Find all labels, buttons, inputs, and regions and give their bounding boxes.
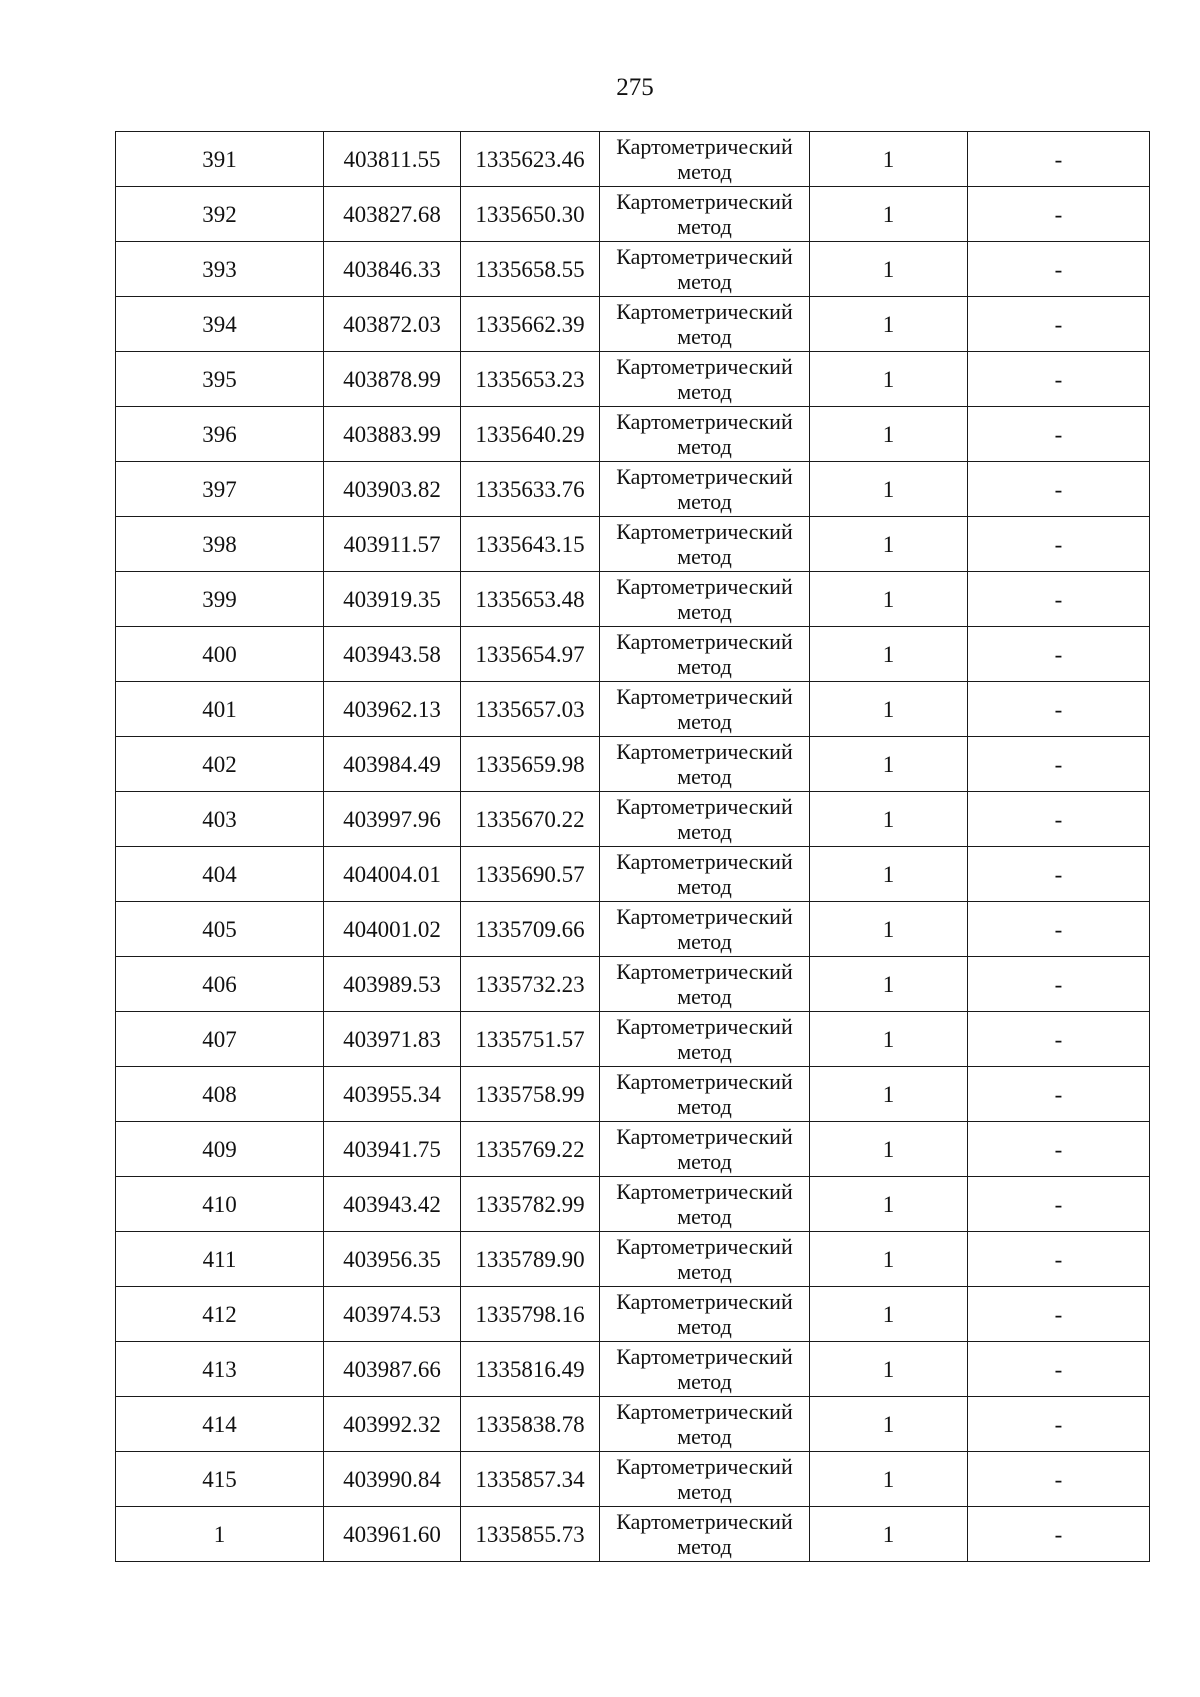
point-number-cell: 408 (116, 1067, 324, 1122)
accuracy-cell: 1 (810, 1177, 968, 1232)
accuracy-cell: 1 (810, 462, 968, 517)
x-coordinate-cell: 403941.75 (324, 1122, 461, 1177)
accuracy-cell: 1 (810, 902, 968, 957)
method-text: метод (677, 1259, 732, 1284)
point-number-cell: 392 (116, 187, 324, 242)
point-number-cell: 396 (116, 407, 324, 462)
method-cell (600, 957, 810, 1012)
method-text: метод (677, 1534, 732, 1559)
note-cell: - (968, 572, 1150, 627)
y-coordinate-cell: 1335798.16 (461, 1287, 600, 1342)
accuracy-cell: 1 (810, 297, 968, 352)
method-text: метод (677, 1479, 732, 1504)
table-row (116, 352, 1150, 407)
x-coordinate-cell: 403997.96 (324, 792, 461, 847)
point-number-cell: 400 (116, 627, 324, 682)
method-cell (600, 792, 810, 847)
x-coordinate-cell: 403984.49 (324, 737, 461, 792)
method-text: метод (677, 764, 732, 789)
note-cell: - (968, 1067, 1150, 1122)
x-coordinate-cell: 403943.58 (324, 627, 461, 682)
method-text: метод (677, 159, 732, 184)
method-text: метод (677, 1149, 732, 1174)
method-text: Картометрический (616, 409, 793, 434)
accuracy-cell: 1 (810, 1287, 968, 1342)
note-cell: - (968, 517, 1150, 572)
y-coordinate-cell: 1335633.76 (461, 462, 600, 517)
accuracy-cell: 1 (810, 627, 968, 682)
accuracy-cell: 1 (810, 187, 968, 242)
x-coordinate-cell: 404004.01 (324, 847, 461, 902)
method-text: Картометрический (616, 904, 793, 929)
method-text: метод (677, 654, 732, 679)
method-text: Картометрический (616, 244, 793, 269)
table-row (116, 1012, 1150, 1067)
table-row (116, 902, 1150, 957)
accuracy-cell: 1 (810, 242, 968, 297)
table-row (116, 187, 1150, 242)
note-cell: - (968, 1232, 1150, 1287)
y-coordinate-cell: 1335782.99 (461, 1177, 600, 1232)
note-cell: - (968, 957, 1150, 1012)
x-coordinate-cell: 403872.03 (324, 297, 461, 352)
note-cell: - (968, 187, 1150, 242)
accuracy-cell: 1 (810, 132, 968, 187)
method-cell (600, 1067, 810, 1122)
note-cell: - (968, 1452, 1150, 1507)
y-coordinate-cell: 1335643.15 (461, 517, 600, 572)
point-number-cell: 399 (116, 572, 324, 627)
note-cell: - (968, 902, 1150, 957)
x-coordinate-cell: 403962.13 (324, 682, 461, 737)
method-cell (600, 462, 810, 517)
table-row (116, 1342, 1150, 1397)
y-coordinate-cell: 1335769.22 (461, 1122, 600, 1177)
method-text: метод (677, 379, 732, 404)
point-number-cell: 395 (116, 352, 324, 407)
table-row (116, 242, 1150, 297)
method-cell (600, 902, 810, 957)
method-cell (600, 297, 810, 352)
method-cell (600, 737, 810, 792)
method-cell (600, 627, 810, 682)
table-row (116, 1122, 1150, 1177)
table-row (116, 847, 1150, 902)
x-coordinate-cell: 403911.57 (324, 517, 461, 572)
y-coordinate-cell: 1335751.57 (461, 1012, 600, 1067)
method-text: Картометрический (616, 794, 793, 819)
method-text: Картометрический (616, 684, 793, 709)
x-coordinate-cell: 403974.53 (324, 1287, 461, 1342)
point-number-cell: 410 (116, 1177, 324, 1232)
x-coordinate-cell: 403971.83 (324, 1012, 461, 1067)
coordinates-table-body (116, 132, 1150, 1562)
x-coordinate-cell: 403992.32 (324, 1397, 461, 1452)
note-cell: - (968, 1397, 1150, 1452)
method-text: Картометрический (616, 1124, 793, 1149)
note-cell: - (968, 737, 1150, 792)
table-row (116, 1397, 1150, 1452)
table-row (116, 1177, 1150, 1232)
note-cell: - (968, 1287, 1150, 1342)
method-text: метод (677, 1314, 732, 1339)
accuracy-cell: 1 (810, 572, 968, 627)
method-text: метод (677, 269, 732, 294)
accuracy-cell: 1 (810, 792, 968, 847)
accuracy-cell: 1 (810, 1342, 968, 1397)
table-row (116, 792, 1150, 847)
method-text: Картометрический (616, 1234, 793, 1259)
method-text: метод (677, 544, 732, 569)
method-text: метод (677, 874, 732, 899)
y-coordinate-cell: 1335659.98 (461, 737, 600, 792)
y-coordinate-cell: 1335623.46 (461, 132, 600, 187)
point-number-cell: 404 (116, 847, 324, 902)
x-coordinate-cell: 403956.35 (324, 1232, 461, 1287)
table-row (116, 737, 1150, 792)
accuracy-cell: 1 (810, 1397, 968, 1452)
method-text: Картометрический (616, 1289, 793, 1314)
point-number-cell: 415 (116, 1452, 324, 1507)
accuracy-cell: 1 (810, 682, 968, 737)
y-coordinate-cell: 1335855.73 (461, 1507, 600, 1562)
point-number-cell: 403 (116, 792, 324, 847)
method-text: Картометрический (616, 1014, 793, 1039)
method-text: метод (677, 1039, 732, 1064)
point-number-cell: 397 (116, 462, 324, 517)
point-number-cell: 406 (116, 957, 324, 1012)
method-cell (600, 1452, 810, 1507)
x-coordinate-cell: 404001.02 (324, 902, 461, 957)
table-row (116, 132, 1150, 187)
table-row (116, 682, 1150, 737)
point-number-cell: 414 (116, 1397, 324, 1452)
method-cell (600, 132, 810, 187)
note-cell: - (968, 407, 1150, 462)
accuracy-cell: 1 (810, 737, 968, 792)
point-number-cell: 391 (116, 132, 324, 187)
method-text: метод (677, 819, 732, 844)
y-coordinate-cell: 1335758.99 (461, 1067, 600, 1122)
note-cell: - (968, 682, 1150, 737)
x-coordinate-cell: 403903.82 (324, 462, 461, 517)
y-coordinate-cell: 1335857.34 (461, 1452, 600, 1507)
method-text: Картометрический (616, 189, 793, 214)
accuracy-cell: 1 (810, 517, 968, 572)
method-cell (600, 682, 810, 737)
note-cell: - (968, 1507, 1150, 1562)
method-text: метод (677, 214, 732, 239)
accuracy-cell: 1 (810, 352, 968, 407)
table-row (116, 462, 1150, 517)
x-coordinate-cell: 403961.60 (324, 1507, 461, 1562)
method-text: Картометрический (616, 299, 793, 324)
x-coordinate-cell: 403943.42 (324, 1177, 461, 1232)
accuracy-cell: 1 (810, 1122, 968, 1177)
method-text: Картометрический (616, 629, 793, 654)
method-text: Картометрический (616, 1399, 793, 1424)
method-cell (600, 517, 810, 572)
method-text: метод (677, 984, 732, 1009)
table-row (116, 572, 1150, 627)
point-number-cell: 413 (116, 1342, 324, 1397)
method-cell (600, 847, 810, 902)
accuracy-cell: 1 (810, 1452, 968, 1507)
x-coordinate-cell: 403811.55 (324, 132, 461, 187)
x-coordinate-cell: 403989.53 (324, 957, 461, 1012)
table-row (116, 407, 1150, 462)
method-cell (600, 1342, 810, 1397)
method-cell (600, 352, 810, 407)
method-text: метод (677, 599, 732, 624)
x-coordinate-cell: 403883.99 (324, 407, 461, 462)
method-text: Картометрический (616, 354, 793, 379)
note-cell: - (968, 627, 1150, 682)
method-text: метод (677, 434, 732, 459)
note-cell: - (968, 792, 1150, 847)
method-text: Картометрический (616, 519, 793, 544)
point-number-cell: 1 (116, 1507, 324, 1562)
method-text: Картометрический (616, 464, 793, 489)
accuracy-cell: 1 (810, 1067, 968, 1122)
y-coordinate-cell: 1335789.90 (461, 1232, 600, 1287)
note-cell: - (968, 1122, 1150, 1177)
table-row (116, 1507, 1150, 1562)
x-coordinate-cell: 403827.68 (324, 187, 461, 242)
accuracy-cell: 1 (810, 1012, 968, 1067)
table-row (116, 1287, 1150, 1342)
note-cell: - (968, 1177, 1150, 1232)
method-text: метод (677, 489, 732, 514)
x-coordinate-cell: 403987.66 (324, 1342, 461, 1397)
method-cell (600, 407, 810, 462)
y-coordinate-cell: 1335838.78 (461, 1397, 600, 1452)
y-coordinate-cell: 1335816.49 (461, 1342, 600, 1397)
y-coordinate-cell: 1335709.66 (461, 902, 600, 957)
table-row (116, 1452, 1150, 1507)
method-text: Картометрический (616, 959, 793, 984)
note-cell: - (968, 1012, 1150, 1067)
table-row (116, 627, 1150, 682)
table-row (116, 1232, 1150, 1287)
method-text: метод (677, 709, 732, 734)
method-text: Картометрический (616, 1344, 793, 1369)
method-cell (600, 1232, 810, 1287)
note-cell: - (968, 847, 1150, 902)
point-number-cell: 393 (116, 242, 324, 297)
x-coordinate-cell: 403990.84 (324, 1452, 461, 1507)
method-text: метод (677, 1424, 732, 1449)
page-number: 275 (616, 74, 654, 101)
method-cell (600, 1507, 810, 1562)
y-coordinate-cell: 1335640.29 (461, 407, 600, 462)
method-cell (600, 1397, 810, 1452)
method-text: метод (677, 1204, 732, 1229)
method-text: метод (677, 929, 732, 954)
table-row (116, 297, 1150, 352)
method-text: Картометрический (616, 1454, 793, 1479)
y-coordinate-cell: 1335657.03 (461, 682, 600, 737)
accuracy-cell: 1 (810, 407, 968, 462)
point-number-cell: 405 (116, 902, 324, 957)
y-coordinate-cell: 1335653.48 (461, 572, 600, 627)
table-row (116, 1067, 1150, 1122)
x-coordinate-cell: 403846.33 (324, 242, 461, 297)
method-text: Картометрический (616, 1069, 793, 1094)
note-cell: - (968, 297, 1150, 352)
accuracy-cell: 1 (810, 1507, 968, 1562)
table-row (116, 517, 1150, 572)
method-text: Картометрический (616, 849, 793, 874)
y-coordinate-cell: 1335658.55 (461, 242, 600, 297)
method-text: Картометрический (616, 1179, 793, 1204)
y-coordinate-cell: 1335690.57 (461, 847, 600, 902)
y-coordinate-cell: 1335650.30 (461, 187, 600, 242)
method-cell (600, 242, 810, 297)
point-number-cell: 412 (116, 1287, 324, 1342)
accuracy-cell: 1 (810, 847, 968, 902)
method-text: Картометрический (616, 1509, 793, 1534)
accuracy-cell: 1 (810, 1232, 968, 1287)
point-number-cell: 407 (116, 1012, 324, 1067)
method-cell (600, 1177, 810, 1232)
table-row (116, 957, 1150, 1012)
point-number-cell: 398 (116, 517, 324, 572)
y-coordinate-cell: 1335662.39 (461, 297, 600, 352)
method-text: Картометрический (616, 574, 793, 599)
accuracy-cell: 1 (810, 957, 968, 1012)
method-cell (600, 1122, 810, 1177)
method-cell (600, 1012, 810, 1067)
point-number-cell: 409 (116, 1122, 324, 1177)
method-cell (600, 187, 810, 242)
point-number-cell: 401 (116, 682, 324, 737)
method-text: метод (677, 1369, 732, 1394)
coordinates-table (115, 131, 1150, 1562)
x-coordinate-cell: 403955.34 (324, 1067, 461, 1122)
note-cell: - (968, 242, 1150, 297)
point-number-cell: 411 (116, 1232, 324, 1287)
method-text: Картометрический (616, 739, 793, 764)
x-coordinate-cell: 403919.35 (324, 572, 461, 627)
y-coordinate-cell: 1335670.22 (461, 792, 600, 847)
method-text: метод (677, 1094, 732, 1119)
method-text: метод (677, 324, 732, 349)
note-cell: - (968, 352, 1150, 407)
y-coordinate-cell: 1335653.23 (461, 352, 600, 407)
x-coordinate-cell: 403878.99 (324, 352, 461, 407)
point-number-cell: 402 (116, 737, 324, 792)
method-text: Картометрический (616, 134, 793, 159)
method-cell (600, 572, 810, 627)
method-cell (600, 1287, 810, 1342)
y-coordinate-cell: 1335732.23 (461, 957, 600, 1012)
note-cell: - (968, 132, 1150, 187)
y-coordinate-cell: 1335654.97 (461, 627, 600, 682)
note-cell: - (968, 1342, 1150, 1397)
point-number-cell: 394 (116, 297, 324, 352)
note-cell: - (968, 462, 1150, 517)
